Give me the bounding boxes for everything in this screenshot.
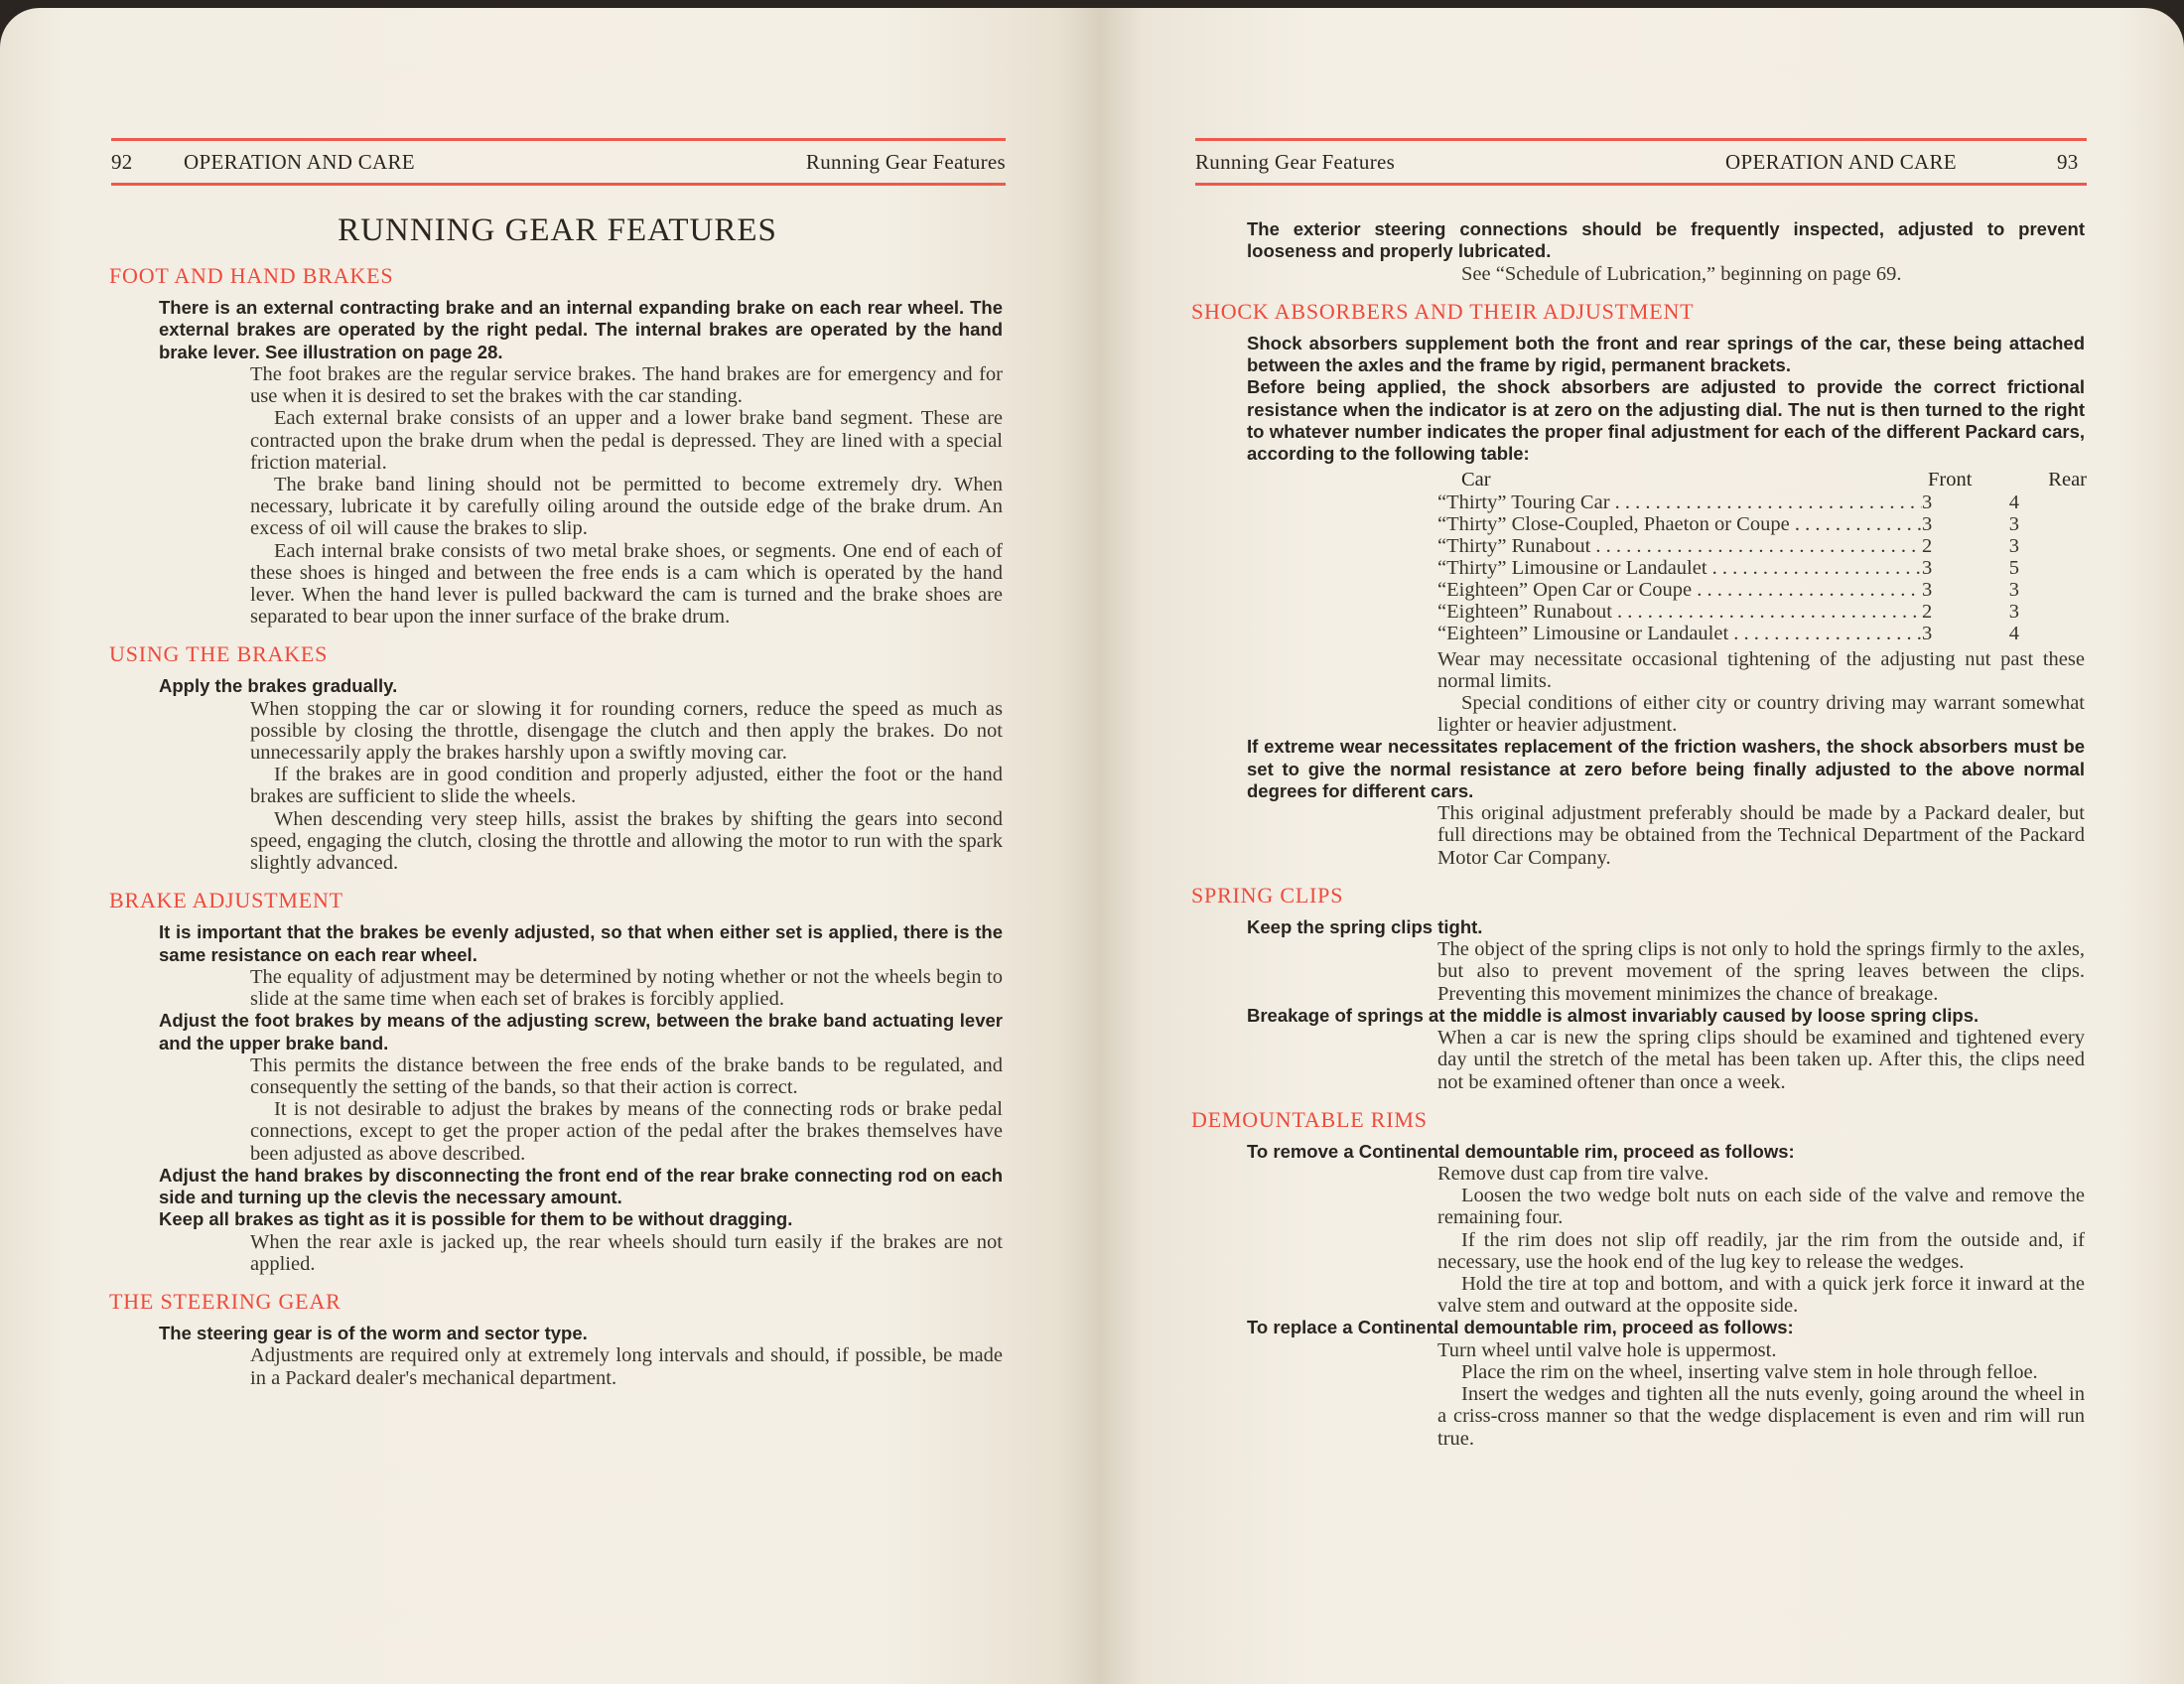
section-heading: DEMOUNTABLE RIMS: [1191, 1106, 1428, 1132]
rear-setting: 3: [2008, 512, 2019, 535]
section-heading: SHOCK ABSORBERS AND THEIR ADJUSTMENT: [1191, 298, 1695, 324]
body-paragraph: Each internal brake consists of two metal brake shoes, or segments. One end of each of these shoes is hinged and between the free ends is a cam which is operated by the hand lever. When the hand lever is pulled backward the cam is turned and the brake shoes are separated to bear upon the inner surface of the brake drum.: [250, 539, 1003, 629]
rear-setting: 4: [2008, 491, 2019, 513]
running-head-book: OPERATION AND CARE: [1725, 150, 1957, 174]
section-heading: FOOT AND HAND BRAKES: [109, 263, 394, 288]
running-head-chapter: Running Gear Features: [1195, 150, 1396, 174]
rear-setting: 3: [2008, 534, 2019, 557]
body-paragraph: Remove dust cap from tire valve.: [1437, 1163, 1709, 1185]
body-paragraph: See “Schedule of Lubrication,” beginning on page 69.: [1461, 262, 1902, 285]
body-paragraph: Insert the wedges and tighten all the nuts evenly, going around the wheel in a criss-cross manner so that the wedge displacement is even and rim will run true.: [1437, 1383, 2085, 1450]
car-model: “Thirty” Close-Coupled, Phaeton or Coupe . . .: [1437, 513, 1922, 535]
body-paragraph: The brake band lining should not be permitted to become extremely dry. When necessary, lubricate it by carefully oiling around the outside edge of the brake drum. An excess of oil will cause the brakes to slip.: [250, 473, 1003, 540]
front-setting: 3: [1922, 557, 1942, 579]
body-paragraph: Special conditions of either city or country driving may warrant somewhat lighter or heavier adjustment.: [1437, 691, 2085, 737]
table-row: [1437, 579, 2027, 601]
bold-paragraph: To replace a Continental demountable rim, proceed as follows:: [1247, 1317, 1794, 1338]
bold-paragraph: If extreme wear necessitates replacement of the friction washers, the shock absorbers must be set to give the normal resistance at zero before being finally adjusted to the above normal degrees for different cars.: [1247, 736, 2085, 801]
body-paragraph: When descending very steep hills, assist the brakes by shifting the gears into second speed, engaging the clutch, closing the throttle and allowing the motor to run with the spark slightly advanced.: [250, 807, 1003, 875]
body-paragraph: When stopping the car or slowing it for rounding corners, reduce the speed as much as possible by closing the throttle, disengage the clutch and then apply the brakes. Do not unnecessarily apply the brakes harshly upon a swiftly moving car.: [250, 697, 1003, 765]
bold-paragraph: Adjust the foot brakes by means of the adjusting screw, between the brake band actuating lever and the upper brake band.: [159, 1010, 1003, 1053]
body-paragraph: When a car is new the spring clips should be examined and tightened every day until the stretch of the metal has been taken up. After this, the clips need not be examined oftener than once a week.: [1437, 1027, 2085, 1093]
body-paragraph: It is not desirable to adjust the brakes by means of the connecting rods or brake pedal connections, except to get the proper action of the pedal after the brakes themselves have been adjusted as above described.: [250, 1098, 1003, 1165]
table-row: [1437, 623, 2027, 644]
car-model: “Thirty” Limousine or Landaulet . . .: [1437, 557, 1922, 579]
header-rule-bottom: [111, 183, 1006, 186]
column-header-rear: Rear: [2048, 468, 2087, 491]
car-model: “Thirty” Touring Car . . .: [1437, 491, 1922, 513]
column-header-car: Car: [1461, 468, 1491, 491]
body-paragraph: Loosen the two wedge bolt nuts on each side of the valve and remove the remaining four.: [1437, 1185, 2085, 1229]
front-setting: 3: [1922, 491, 1942, 513]
page-number: 92: [111, 150, 133, 174]
body-paragraph: When the rear axle is jacked up, the rear wheels should turn easily if the brakes are not applied.: [250, 1230, 1003, 1275]
body-paragraph: Each external brake consists of an upper and a lower brake band segment. These are contracted upon the brake drum when the pedal is depressed. They are lined with a special friction material.: [250, 407, 1003, 474]
bold-paragraph: The steering gear is of the worm and sector type.: [159, 1323, 588, 1344]
header-rule-top: [1195, 138, 2087, 141]
body-paragraph: This permits the distance between the free ends of the brake bands to be regulated, and consequently the setting of the bands, so that their action is correct.: [250, 1053, 1003, 1099]
front-setting: 2: [1922, 535, 1942, 557]
section-heading: THE STEERING GEAR: [109, 1289, 341, 1315]
bold-paragraph: Adjust the hand brakes by disconnecting the front end of the rear brake connecting rod on each side and turning up the clevis the necessary amount.: [159, 1164, 1003, 1208]
table-header: [1437, 468, 2087, 491]
header-rule-top: [111, 138, 1006, 141]
body-paragraph: The equality of adjustment may be determined by noting whether or not the wheels begin to slide at the same time when each set of brakes is forcibly applied.: [250, 965, 1003, 1011]
bold-paragraph: It is important that the brakes be evenly adjusted, so that when either set is applied, there is the same resistance on each rear wheel.: [159, 921, 1003, 965]
bold-paragraph: There is an external contracting brake and an internal expanding brake on each rear wheel. The external brakes are operated by the right pedal. The internal brakes are operated by the hand brake lever. See illustration on page 28.: [159, 297, 1003, 362]
table-row: [1437, 557, 2027, 579]
page-body: [109, 212, 1006, 1389]
front-setting: 3: [1922, 623, 1942, 644]
column-header-front: Front: [1928, 468, 1973, 491]
bold-paragraph: Shock absorbers supplement both the front and rear springs of the car, these being attached between the axles and the frame by rigid, permanent brackets.: [1247, 332, 2085, 376]
bold-paragraph: Keep the spring clips tight.: [1247, 915, 1483, 937]
page-title: RUNNING GEAR FEATURES: [338, 212, 777, 248]
left-page: [0, 8, 1100, 1684]
page-body: [1191, 218, 2087, 1450]
car-model: “Eighteen” Limousine or Landaulet . . .: [1437, 623, 1922, 644]
page-number: 93: [2057, 150, 2079, 174]
body-paragraph: Hold the tire at top and bottom, and with a quick jerk force it inward at the valve stem and outward at the opposite side.: [1437, 1273, 2085, 1318]
bold-paragraph: Keep all brakes as tight as it is possible for them to be without dragging.: [159, 1208, 793, 1230]
body-paragraph: If the brakes are in good condition and properly adjusted, either the foot or the hand brakes are sufficient to slide the wheels.: [250, 764, 1003, 808]
car-model: “Thirty” Runabout . . .: [1437, 535, 1922, 557]
rear-setting: 4: [2008, 622, 2019, 644]
table-row: [1437, 491, 2027, 513]
adjustment-table: [1437, 468, 2087, 644]
table-row: [1437, 513, 2027, 535]
car-model: “Eighteen” Open Car or Coupe . . .: [1437, 579, 1922, 601]
table-row: [1437, 601, 2027, 623]
rear-setting: 3: [2008, 578, 2019, 601]
rear-setting: 3: [2008, 600, 2019, 623]
bold-paragraph: The exterior steering connections should be frequently inspected, adjusted to prevent looseness and properly lubricated.: [1247, 218, 2085, 262]
section-heading: BRAKE ADJUSTMENT: [109, 888, 343, 913]
bold-paragraph: Before being applied, the shock absorbers are adjusted to provide the correct frictional resistance when the indicator is at zero on the adjusting dial. The nut is then turned to the right to whatever number indicates the proper final adjustment for each of the different Packard cars, according to the following table:: [1247, 376, 2085, 465]
header-rule-bottom: [1195, 183, 2087, 186]
body-paragraph: The foot brakes are the regular service brakes. The hand brakes are for emergency and for use when it is desired to set the brakes with the car standing.: [250, 362, 1003, 408]
body-paragraph: Adjustments are required only at extremely long intervals and should, if possible, be made in a Packard dealer's mechanical department.: [250, 1344, 1003, 1389]
front-setting: 3: [1922, 513, 1942, 535]
table-row: [1437, 535, 2027, 557]
body-paragraph: Wear may necessitate occasional tightening of the adjusting nut past these normal limits.: [1437, 647, 2085, 692]
bold-paragraph: To remove a Continental demountable rim, proceed as follows:: [1247, 1140, 1795, 1162]
running-head-book: OPERATION AND CARE: [184, 150, 415, 174]
rear-setting: 5: [2008, 556, 2019, 579]
body-paragraph: The object of the spring clips is not only to hold the springs firmly to the axles, but also to prevent movement of the spring leaves between the clips. Preventing this movement minimizes the chance of breakage.: [1437, 938, 2085, 1005]
running-head-chapter: Running Gear Features: [805, 150, 1006, 174]
car-model: “Eighteen” Runabout . . .: [1437, 601, 1922, 623]
right-page: [1100, 8, 2184, 1684]
section-heading: USING THE BRAKES: [109, 641, 329, 667]
body-paragraph: Place the rim on the wheel, inserting valve stem in hole through felloe.: [1461, 1360, 2038, 1383]
bold-paragraph: Breakage of springs at the middle is almost invariably caused by loose spring clips.: [1247, 1004, 1979, 1026]
body-paragraph: This original adjustment preferably should be made by a Packard dealer, but full directions may be obtained from the Technical Department of the Packard Motor Car Company.: [1437, 802, 2085, 869]
body-paragraph: Turn wheel until valve hole is uppermost.: [1437, 1338, 1777, 1361]
section-heading: SPRING CLIPS: [1191, 882, 1344, 908]
front-setting: 3: [1922, 579, 1942, 601]
front-setting: 2: [1922, 601, 1942, 623]
bold-paragraph: Apply the brakes gradually.: [159, 675, 398, 697]
body-paragraph: If the rim does not slip off readily, jar the rim from the outside and, if necessary, use the hook end of the lug key to release the wedges.: [1437, 1228, 2085, 1273]
